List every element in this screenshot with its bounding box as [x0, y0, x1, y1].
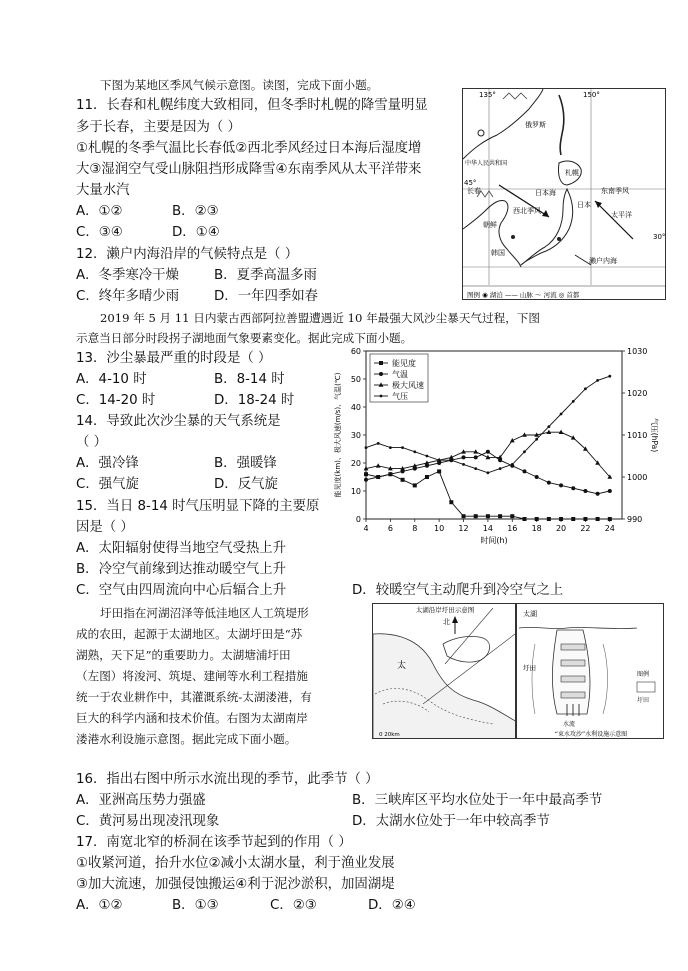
right-tick-label: 1010 — [627, 431, 648, 440]
series-2-point — [583, 489, 587, 493]
series-2-point — [474, 455, 478, 459]
x-tick-label: 20 — [555, 524, 567, 533]
series-1-point — [583, 517, 587, 521]
sluice-lake-label: 太湖 — [523, 610, 537, 618]
series-1-point — [510, 514, 514, 518]
label-sapporo: 札幌 — [565, 169, 579, 177]
q17-option-d[interactable]: D．②④ — [368, 898, 416, 913]
series-1-point — [535, 517, 539, 521]
label-japan: 日本 — [577, 201, 591, 209]
series-1-point — [364, 472, 368, 476]
series-1-point — [413, 483, 417, 487]
series-1-point — [522, 517, 526, 521]
weather-chart — [330, 343, 660, 548]
series-1-point — [486, 514, 490, 518]
series-4-point — [596, 379, 599, 382]
q16-option-a[interactable]: A．亚洲高压势力强盛 — [76, 793, 206, 808]
series-1-point — [596, 517, 600, 521]
q12-option-a[interactable]: A．冬季寒冷干燥 — [76, 268, 179, 283]
series-1-point — [401, 478, 405, 482]
capital-marker — [557, 237, 561, 241]
q17-option-c[interactable]: C．②③ — [270, 898, 317, 913]
x-tick-label: 16 — [507, 524, 518, 533]
weitian-label: 圩田 — [523, 664, 536, 672]
series-4-point — [426, 455, 429, 458]
q16-option-c[interactable]: C．黄河易出现凌汛现象 — [76, 814, 220, 829]
series-2-point — [535, 475, 539, 479]
q17-option-b[interactable]: B．①③ — [172, 898, 219, 913]
series-4-point — [377, 442, 380, 445]
legend-marker — [379, 372, 383, 376]
label-seto: 濑户内海 — [589, 257, 617, 265]
legend-label: 气压 — [392, 392, 408, 401]
q13-option-b[interactable]: B．8-14 时 — [214, 372, 285, 387]
left-tick-label: 40 — [350, 403, 361, 412]
north-label: 北 — [443, 618, 450, 626]
intro-duststorm-line1: 2019 年 5 月 11 日内蒙古西部阿拉善盟遭遇近 10 年最强大风沙尘暴天气过程，下图 — [100, 311, 540, 325]
right-tick-label: 1030 — [627, 347, 648, 356]
x-axis-label: 时间(h) — [480, 536, 508, 545]
x-tick-label: 6 — [387, 524, 393, 533]
series-1-point — [498, 514, 502, 518]
q14-stem-line1: 14．导致此次沙尘暴的天气系统是 — [76, 414, 281, 429]
map-legend: 图例 ◉ 湖泊 —— 山脉 ～ 河流 ◎ 首都 — [467, 291, 580, 299]
series-4-point — [401, 446, 404, 449]
series-2-point — [559, 483, 563, 487]
legend-label: 气温 — [392, 370, 408, 379]
x-tick-label: 4 — [363, 524, 369, 533]
series-2-point — [462, 455, 466, 459]
series-4-point — [523, 450, 526, 453]
series-1-point — [608, 517, 612, 521]
label-45: 45° — [464, 179, 477, 187]
label-150: 150° — [583, 91, 600, 99]
honshu-island — [521, 189, 573, 265]
legend-marker — [380, 395, 383, 398]
q15-option-c[interactable]: C．空气由四周流向中心后辐合上升 — [76, 583, 287, 598]
q11-stem-line1: 11．长春和札幌纬度大致相同，但冬季时札幌的降雪量明显 — [76, 98, 428, 113]
taihu-caption: 太湖沿岸圩田示意图 — [415, 606, 475, 614]
q17-statement-line2: ③加大流速，加强侵蚀搬运④利于泥沙淤积，加固湖堤 — [76, 877, 395, 892]
waterflow-label: 水流 — [563, 721, 576, 728]
intro-monsoon: 下图为某地区季风气候示意图。读图，完成下面小题。 — [100, 78, 379, 92]
q11-statement-line2: 大③湿润空气受山脉阻挡形成降雪④东南季风从太平洋带来 — [76, 162, 422, 177]
channel — [552, 630, 590, 714]
series-4-point — [462, 463, 465, 466]
series-2-point — [596, 492, 600, 496]
x-tick-label: 12 — [458, 524, 469, 533]
series-3-point — [376, 463, 381, 467]
intro-polder-line7: 溇港水利设施示意图。据此完成下面小题。 — [76, 732, 297, 746]
series-2-point — [522, 469, 526, 473]
q12-option-d[interactable]: D．一年四季如春 — [214, 289, 319, 304]
intro-duststorm-line2: 示意当日部分时段拐子湖地面气象要素变化。据此完成下面小题。 — [76, 331, 413, 345]
taihu-polder-map — [372, 603, 516, 739]
series-1-point — [425, 475, 429, 479]
left-tick-label: 60 — [350, 347, 361, 356]
right-axis-label: 气压(hPa) — [650, 417, 659, 453]
series-2-point — [376, 475, 380, 479]
q17-option-a[interactable]: A．①② — [76, 898, 123, 913]
q11-option-a[interactable]: A．①② — [76, 204, 123, 219]
intro-polder-line2: 成的农田，起源于太湖地区。太湖圩田是“苏 — [76, 627, 303, 641]
label-russia: 俄罗斯 — [525, 121, 546, 129]
bridge — [561, 676, 585, 682]
bridge — [561, 692, 585, 698]
series-4-point — [511, 463, 514, 466]
legend-weitian: 圩田 — [637, 697, 650, 704]
series-2-point — [486, 450, 490, 454]
series-4-point — [560, 413, 563, 416]
q11-option-d[interactable]: D．①④ — [172, 225, 220, 240]
left-axis-ticks — [351, 347, 366, 524]
q15-stem-line1: 15．当日 8-14 时气压明显下降的主要原 — [76, 499, 320, 514]
q16-option-b[interactable]: B．三峡库区平均水位处于一年中最高季节 — [352, 793, 603, 808]
x-tick-label: 8 — [412, 524, 418, 533]
series-1-point — [547, 517, 551, 521]
q11-option-b[interactable]: B．②③ — [172, 204, 219, 219]
series-1-point — [474, 514, 478, 518]
left-tick-label: 10 — [350, 487, 361, 496]
left-tick-label: 20 — [350, 459, 361, 468]
left-tick-label: 0 — [355, 515, 361, 524]
q15-option-a[interactable]: A．太阳辐射使得当地空气受热上升 — [76, 541, 287, 556]
right-tick-label: 1000 — [627, 473, 648, 482]
q15-option-b[interactable]: B．冷空气前缘到达推动暖空气上升 — [76, 562, 287, 577]
sakhalin-island — [559, 95, 564, 155]
series-2-point — [364, 478, 368, 482]
right-tick-label: 1020 — [627, 389, 648, 398]
x-tick-label: 24 — [604, 524, 615, 533]
series-2-point — [388, 472, 392, 476]
legend-label: 极大风速 — [392, 381, 424, 390]
series-4-point — [584, 387, 587, 390]
q11-stem-line2: 多于长春，主要是因为（ ） — [76, 120, 241, 135]
series-1-point — [559, 517, 563, 521]
series-1-point — [437, 469, 441, 473]
series-1-point — [449, 500, 453, 504]
series-2-point — [608, 489, 612, 493]
series-4-point — [535, 438, 538, 441]
intro-polder-line3: 湖熟，天下足”的重要助力。太湖塘浦圩田 — [76, 648, 291, 662]
label-se-monsoon: 东南季风 — [601, 187, 629, 195]
x-tick-label: 14 — [482, 524, 493, 533]
q13-stem: 13．沙尘暴最严重的时段是（ ） — [76, 351, 272, 366]
x-tick-label: 18 — [531, 524, 542, 533]
series-4-point — [438, 459, 441, 462]
q11-option-c[interactable]: C．③④ — [76, 225, 123, 240]
bridge — [561, 660, 585, 666]
q11-statement-line3: 大量水汽 — [76, 183, 130, 198]
series-2-point — [571, 486, 575, 490]
label-135: 135° — [479, 91, 496, 99]
series-4-point — [487, 471, 490, 474]
legend-label: 能见度 — [392, 359, 416, 368]
q16-stem: 16．指出右图中所示水流出现的季节，此季节（ ） — [76, 772, 379, 787]
q14-option-c[interactable]: C．强气旋 — [76, 477, 139, 492]
label-30: 30° — [653, 233, 666, 241]
series-4-point — [474, 467, 477, 470]
left-axis-label: 能见度(km)、极大风速(m/s)、气温(℃) — [334, 372, 342, 498]
series-4-point — [499, 467, 502, 470]
series-2-point — [547, 481, 551, 485]
q17-stem: 17．南宽北窄的桥洞在该季节起到的作用（ ） — [76, 835, 352, 850]
sluice-facility-figure — [516, 603, 664, 739]
bridge — [561, 644, 585, 650]
series-4-point — [365, 446, 368, 449]
series-4-point — [572, 400, 575, 403]
x-axis-ticks — [363, 519, 614, 533]
q14-stem-line2: （ ） — [76, 435, 108, 450]
lake-marker — [478, 130, 484, 136]
sluice-caption: “束水攻沙”水利设施示意图 — [554, 731, 628, 738]
x-tick-label: 10 — [434, 524, 445, 533]
label-pacific: 太平洋 — [611, 211, 632, 219]
right-axis-ticks — [622, 347, 647, 524]
intro-polder-line1: 圩田指在河湖沼泽等低洼地区人工筑堤形 — [100, 606, 309, 620]
series-4-point — [413, 450, 416, 453]
series-4-point — [608, 375, 611, 378]
q14-option-d[interactable]: D．反气旋 — [214, 477, 278, 492]
intro-polder-line6: 巨大的科学内涵和技术价值。右图为太湖南岸 — [76, 711, 308, 725]
intro-polder-line5: 统一于农业耕作中，其灌溉系统-太湖溇港，有 — [76, 690, 312, 704]
q17-statement-line1: ①收紧河道，抬升水位②减小太湖水量，利于渔业发展 — [76, 856, 395, 871]
label-changchun: 长春 — [467, 187, 481, 195]
series-1-point — [462, 514, 466, 518]
scale-bar: 0 20km — [379, 732, 400, 738]
capital-marker — [511, 235, 515, 239]
mountain-range — [503, 93, 527, 99]
q13-option-d[interactable]: D．18-24 时 — [214, 393, 295, 408]
intro-polder-line4: （左图）将浚河、筑堤、建闸等水利工程措施 — [76, 669, 308, 683]
series-1-point — [571, 517, 575, 521]
q12-option-b[interactable]: B．夏季高温多雨 — [214, 268, 317, 283]
q14-option-b[interactable]: B．强暖锋 — [214, 456, 277, 471]
legend-title: 图例 — [637, 671, 650, 678]
series-4-point — [389, 446, 392, 449]
q16-option-d[interactable]: D．太湖水位处于一年中较高季节 — [352, 814, 550, 829]
right-tick-label: 990 — [627, 515, 643, 524]
label-korea: 韩国 — [491, 249, 505, 257]
monsoon-map — [462, 88, 666, 300]
label-china: 中华人民共和国 — [465, 160, 508, 167]
q15-stem-line2: 因是（ ） — [76, 520, 134, 535]
q13-option-c[interactable]: C．14-20 时 — [76, 393, 156, 408]
series-4-point — [450, 459, 453, 462]
q12-stem: 12．濑户内海沿岸的气候特点是（ ） — [76, 247, 299, 262]
x-tick-label: 22 — [580, 524, 591, 533]
lake-label: 太 — [397, 661, 407, 671]
legend-marker — [379, 361, 383, 365]
q14-option-a[interactable]: A．强冷锋 — [76, 456, 139, 471]
label-nw-monsoon: 西北季风 — [513, 207, 541, 215]
q12-option-c[interactable]: C．终年多晴少雨 — [76, 289, 180, 304]
label-sea-of-japan: 日本海 — [535, 189, 556, 197]
shoreline — [519, 627, 637, 628]
q11-statement-line1: ①札幌的冬季气温比长春低②西北季风经过日本海后湿度增 — [76, 141, 422, 156]
left-tick-label: 30 — [350, 431, 361, 440]
q15-option-d[interactable]: D．较暖空气主动爬升到冷空气之上 — [352, 583, 564, 598]
se-monsoon-arrow — [595, 201, 633, 239]
legend-swatch — [637, 682, 655, 692]
q13-option-a[interactable]: A．4-10 时 — [76, 372, 147, 387]
series-4-point — [547, 425, 550, 428]
label-dprk: 朝鲜 — [483, 221, 497, 229]
chart-legend — [370, 354, 428, 402]
left-tick-label: 50 — [350, 375, 361, 384]
